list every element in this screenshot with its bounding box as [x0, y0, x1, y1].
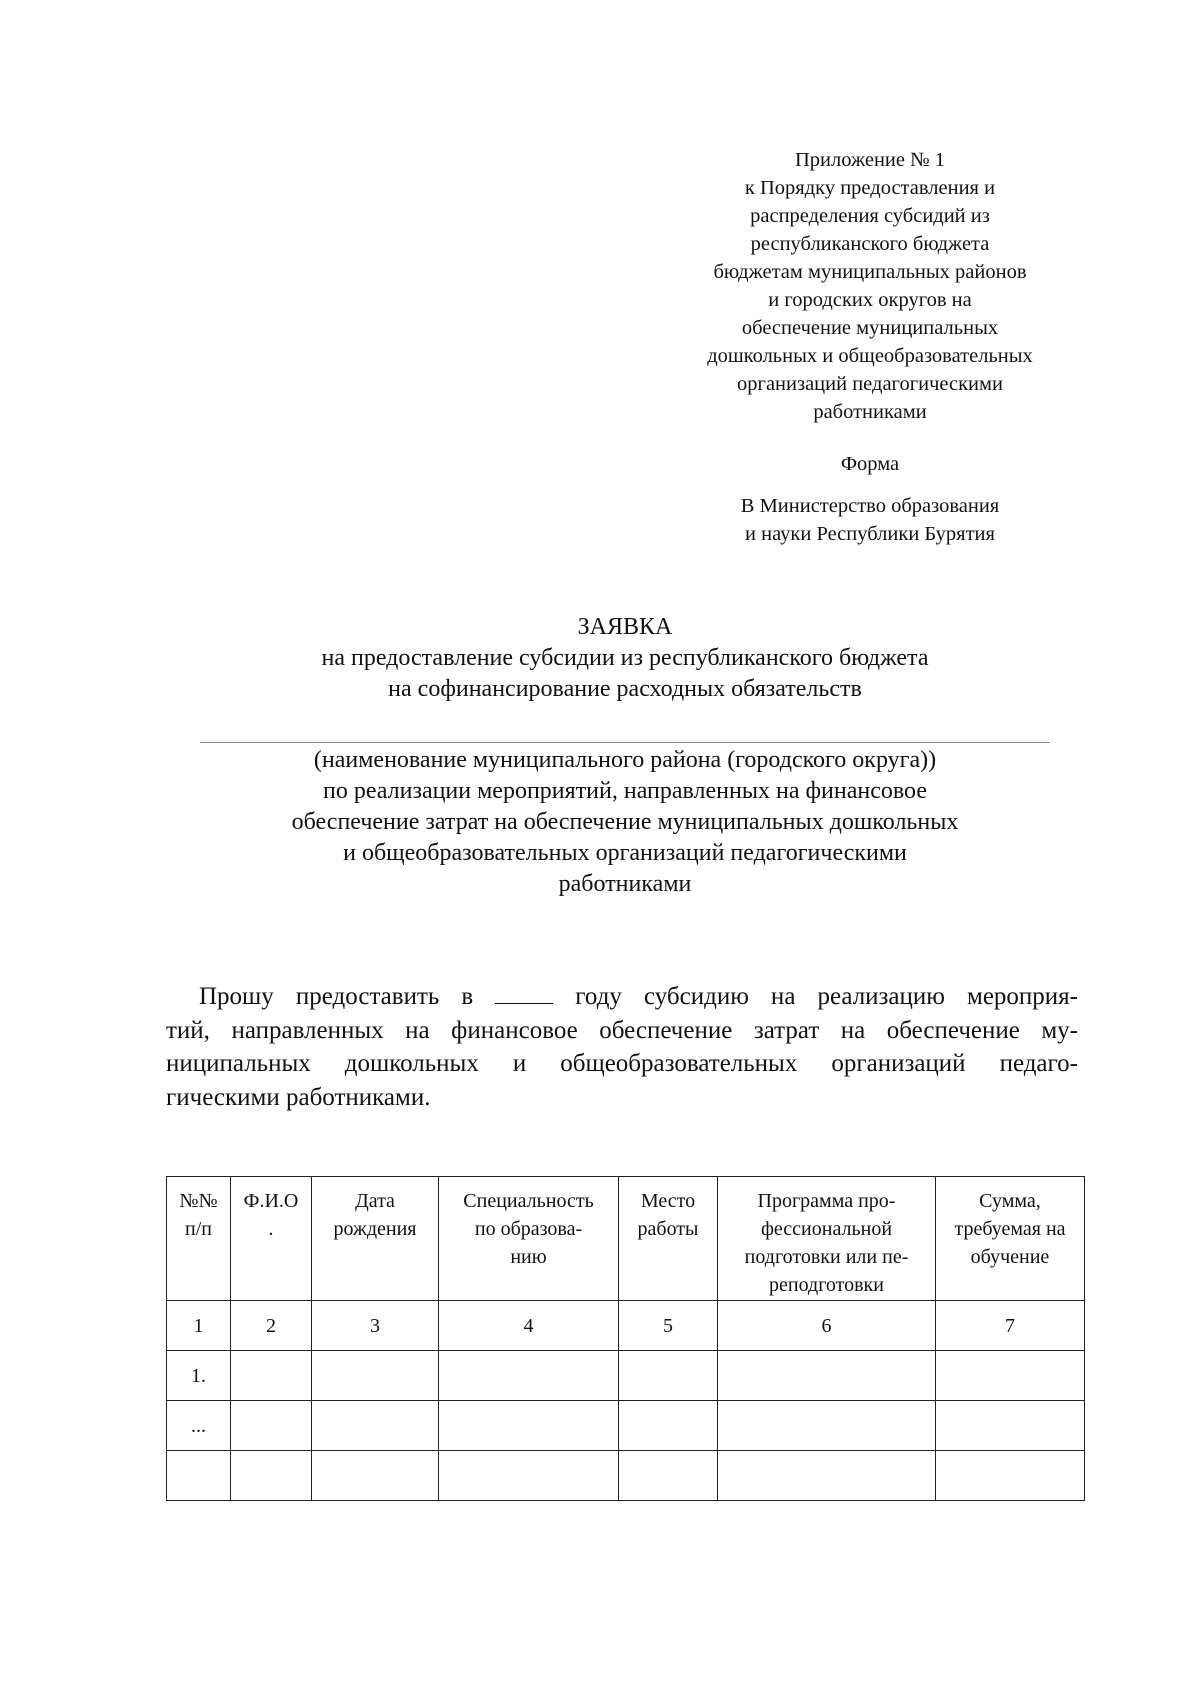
column-number: 5	[619, 1301, 718, 1351]
column-number: 7	[936, 1301, 1085, 1351]
subtitle-line: обеспечение затрат на обеспечение муниципальных дошкольных	[291, 809, 959, 835]
table-header-row	[167, 1177, 1085, 1301]
appendix-line: Приложение № 1	[794, 149, 946, 171]
appendix-line: обеспечение муниципальных	[741, 317, 999, 339]
column-number: 3	[312, 1301, 439, 1351]
subtitle-line: по реализации мероприятий, направленных на финансовое	[322, 778, 927, 804]
request-line-3: ниципальных дошкольных и общеобразовательных организаций педаго-	[166, 1050, 1078, 1077]
form-label: Форма	[840, 453, 900, 475]
title-line: на софинансирование расходных обязательств	[388, 676, 862, 702]
header-cell-fio: Ф.И.О .	[231, 1177, 312, 1301]
header-cell-birthdate: Дата рождения	[312, 1177, 439, 1301]
title-line: на предоставление субсидии из республиканского бюджета	[321, 645, 929, 671]
table-cell	[231, 1451, 312, 1501]
addressee	[640, 492, 1100, 548]
table-cell	[718, 1401, 936, 1451]
table-cell	[718, 1451, 936, 1501]
table-cell	[312, 1351, 439, 1401]
table-cell	[312, 1451, 439, 1501]
request-line-4: гическими работниками.	[166, 1083, 431, 1111]
header-cell-workplace: Место работы	[619, 1177, 718, 1301]
appendix-line: распределения субсидий из	[750, 205, 990, 227]
subtitle-line: (наименование муниципального района (городского округа))	[313, 747, 937, 773]
column-number-row	[167, 1301, 1085, 1351]
table-cell	[167, 1451, 231, 1501]
table-cell	[936, 1351, 1085, 1401]
subtitle-line: и общеобразовательных организаций педагогическими	[343, 840, 907, 866]
appendix-line: работниками	[813, 401, 927, 423]
table-row	[167, 1401, 1085, 1451]
table-cell	[231, 1401, 312, 1451]
table-row	[167, 1351, 1085, 1401]
table-cell	[936, 1401, 1085, 1451]
request-line-2: тий, направленных на финансовое обеспечение затрат на обеспечение му-	[166, 1016, 1078, 1044]
column-number: 4	[439, 1301, 619, 1351]
column-number: 2	[231, 1301, 312, 1351]
document-subtitle	[150, 745, 1100, 900]
table-cell	[439, 1351, 619, 1401]
subtitle-line: работниками	[558, 871, 692, 897]
table-row	[167, 1451, 1085, 1501]
table-cell	[439, 1451, 619, 1501]
request-line-1	[166, 980, 1078, 1014]
column-number: 6	[718, 1301, 936, 1351]
header-cell-number: №№ п/п	[167, 1177, 231, 1301]
appendix-line: дошкольных и общеобразовательных	[707, 345, 1033, 367]
request-text: году субсидию на реализацию мероприя-	[575, 983, 1079, 1010]
municipality-fill-line	[200, 742, 1050, 743]
table-cell	[619, 1351, 718, 1401]
appendix-header	[640, 146, 1100, 426]
table-cell	[312, 1401, 439, 1451]
title-heading: ЗАЯВКА	[577, 614, 673, 640]
table-cell	[439, 1401, 619, 1451]
appendix-line: и городских округов на	[768, 289, 972, 311]
table-cell	[718, 1351, 936, 1401]
table-cell	[619, 1451, 718, 1501]
appendix-line: республиканского бюджета	[750, 233, 990, 255]
appendix-line: организаций педагогическими	[737, 373, 1003, 395]
addressee-line: и науки Республики Бурятия	[745, 523, 995, 545]
appendix-line: к Порядку предоставления и	[744, 177, 996, 199]
table-cell: 1.	[167, 1351, 231, 1401]
request-paragraph	[166, 980, 1078, 1114]
header-cell-program: Программа про- фессиональной подготовки или пе- реподготовки	[718, 1177, 936, 1301]
header-cell-amount: Сумма, требуемая на обучение	[936, 1177, 1085, 1301]
addressee-line: В Министерство образования	[740, 495, 1000, 517]
header-cell-specialty: Специальность по образова- нию	[439, 1177, 619, 1301]
request-text: Прошу предоставить в	[199, 983, 474, 1010]
table-cell	[936, 1451, 1085, 1501]
table-cell	[619, 1401, 718, 1451]
column-number: 1	[167, 1301, 231, 1351]
appendix-line: бюджетам муниципальных районов	[713, 261, 1027, 283]
document-title	[150, 612, 1100, 705]
applicants-table	[166, 1176, 1085, 1501]
table-cell	[231, 1351, 312, 1401]
year-blank	[495, 983, 553, 1004]
table-cell: ...	[167, 1401, 231, 1451]
